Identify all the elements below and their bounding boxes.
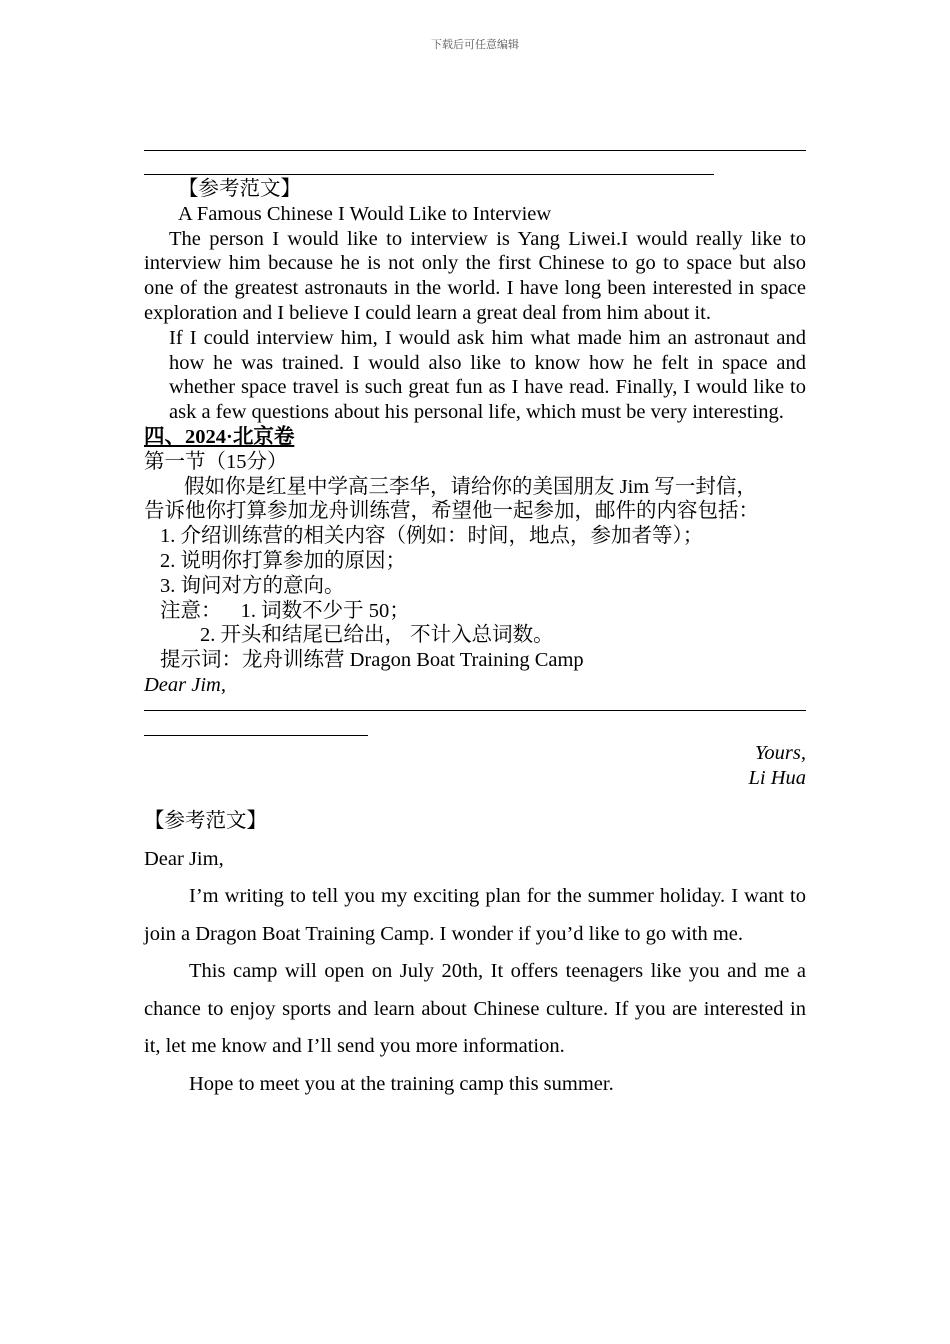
document-body (144, 120, 806, 1103)
page-header: 下载后可任意编辑 (431, 38, 519, 51)
note-line (144, 599, 806, 624)
prompt-line: 告诉他你打算参加龙舟训练营，希望他一起参加，邮件的内容包括： (144, 500, 759, 523)
note-item: 1. 词数不少于 50； (240, 599, 410, 622)
letter-closing: Yours, (754, 741, 806, 764)
section-heading: 四、2024·北京卷 (144, 425, 295, 448)
answer-line (144, 711, 368, 736)
prompt-line: 假如你是红星中学高三李华，请给你的美国朋友 Jim 写一封信， (184, 475, 757, 498)
essay-paragraph: Hope to meet you at the training camp this summer. (189, 1072, 614, 1095)
letter-greeting: Dear Jim, (144, 673, 226, 696)
part-heading: 第一节（15分） (144, 450, 288, 473)
hint-line: 提示词：龙舟训练营 Dragon Boat Training Camp (160, 649, 584, 672)
letter-signature: Li Hua (748, 766, 806, 789)
reference-label: 【参考范文】 (178, 178, 301, 200)
prompt-item: 3. 询问对方的意向。 (160, 574, 345, 597)
essay-paragraph: The person I would like to interview is Yang Liwei.I would really like to interview him because he is not only the first Chinese to go to space but also one of the greatest astronauts in the world. I have long been interested in space exploration and I believe I could learn a great deal from him about it. (144, 227, 806, 324)
reference-label: 【参考范文】 (144, 810, 267, 833)
note-item: 2. 开头和结尾已给出， 不计入总词数。 (200, 624, 554, 647)
prompt-item: 2. 说明你打算参加的原因； (160, 549, 406, 572)
essay-paragraph: This camp will open on July 20th, It offers teenagers like you and me a chance to enjoy sports and learn about Chinese culture. If you are interested in it, let me know and I’ll send you more information. (144, 960, 806, 1058)
essay-title: A Famous Chinese I Would Like to Interview (178, 202, 552, 225)
answer-line (144, 698, 806, 711)
essay-paragraph: If I could interview him, I would ask him what made him an astronaut and how he was trained. I would also like to know how he felt in space and whether space travel is such great fun as I have read. Finally, I would like to ask a few questions about his personal life, which must be very interesting. (169, 326, 806, 424)
essay-paragraph: I’m writing to tell you my exciting plan for the summer holiday. I want to join a Dragon Boat Training Camp. I wonder if you’d like to go with me. (144, 885, 806, 945)
answer-line (144, 120, 806, 151)
note-label: 注意： (160, 599, 222, 622)
letter-greeting: Dear Jim, (144, 847, 224, 870)
prompt-item: 1. 介绍训练营的相关内容（例如：时间，地点，参加者等）； (160, 525, 704, 548)
answer-line (144, 151, 714, 175)
